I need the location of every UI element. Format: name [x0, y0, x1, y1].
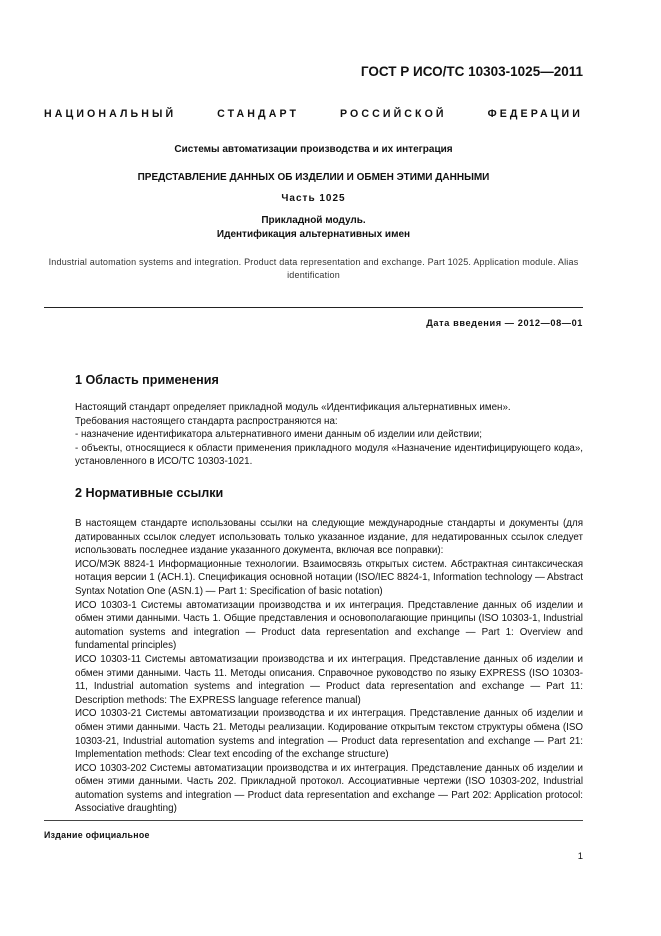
main-title: ПРЕДСТАВЛЕНИЕ ДАННЫХ ОБ ИЗДЕЛИИ И ОБМЕН ЭТИМИ ДАННЫМИ [137, 172, 490, 183]
paragraph: - объекты, относящиеся к области применения прикладного модуля «Назначение идентифицирующего кода», установленного в ИСО/ТС 10303-1021. [75, 442, 583, 468]
divider [44, 307, 583, 308]
reference-entry: ИСО 10303-202 Системы автоматизации производства и их интеграция. Представление данных об изделии и обмен этими данными. Часть 202. Прикладной протокол. Ассоциативные чертежи (ISO 10303-202, Industrial automation systems and integration — Product data representation and exchange — Part 202: Application protocol: Associative draughting) [75, 762, 583, 815]
footer-divider [44, 820, 583, 821]
part-number: Часть 1025 [281, 193, 346, 204]
english-title: Industrial automation systems and integration. Product data representation and exchange. Part 1025. Application module. Alias identification [48, 257, 579, 280]
section-heading: 2 Нормативные ссылки [75, 486, 224, 500]
section-body [75, 517, 583, 816]
section-heading: 1 Область применения [75, 373, 219, 387]
banner-word: РОССИЙСКОЙ [339, 108, 447, 120]
reference-entry: ИСО/МЭК 8824-1 Информационные технологии. Взаимосвязь открытых систем. Абстрактная синтаксическая нотация версии 1 (АСН.1). Спецификация основной нотации (ISO/IEC 8824-1, Information technology — Abstract Syntax Notation One (ASN.1) — Part 1: Specification of basic notation) [75, 558, 583, 597]
series-title: Системы автоматизации производства и их интеграция [174, 144, 453, 155]
subtitle-line: Идентификация альтернативных имен [216, 229, 411, 240]
subtitle-line: Прикладной модуль. [261, 215, 366, 226]
reference-entry: ИСО 10303-11 Системы автоматизации производства и их интеграция. Представление данных об изделии и обмен этими данными. Часть 11. Методы описания. Справочное руководство по языку EXPRESS (ISO 10303-11, Industrial automation systems and integration — Product data representation and exchange — Part 11: Description methods: The EXPRESS language reference manual) [75, 653, 583, 706]
paragraph: Настоящий стандарт определяет прикладной модуль «Идентификация альтернативных имен». [75, 402, 511, 413]
document-code: ГОСТ Р ИСО/ТС 10303-1025—2011 [360, 64, 583, 79]
banner-word: СТАНДАРТ [217, 108, 300, 120]
national-standard-banner [44, 108, 583, 120]
introduction-date: Дата введения — 2012—08—01 [426, 318, 583, 328]
paragraph: Требования настоящего стандарта распространяются на: [75, 415, 338, 427]
paragraph: В настоящем стандарте использованы ссылки на следующие международные стандарты и документы (для датированных ссылок следует использовать только указанное издание, для недатированных ссылок следует использовать последнее издание указанного документа, включая все поправки): [75, 518, 583, 557]
section-body [75, 401, 583, 469]
paragraph: - назначение идентификатора альтернативного имени данным об изделии или действии; [75, 429, 482, 441]
reference-entry: ИСО 10303-21 Системы автоматизации производства и их интеграция. Представление данных об изделии и обмен этими данными. Часть 21. Методы реализации. Кодирование открытым текстом структуры обмена (ISO 10303-21, Industrial automation systems and integration — Product data representation and exchange — Part 21: Implementation methods: Clear text encoding of the exchange structure) [75, 708, 583, 761]
banner-word: ФЕДЕРАЦИИ [487, 108, 583, 120]
subtitle [44, 214, 583, 242]
page-number: 1 [577, 851, 583, 862]
edition-note: Издание официальное [44, 830, 150, 840]
reference-entry: ИСО 10303-1 Системы автоматизации производства и их интеграция. Представление данных об изделии и обмен этими данными. Часть 1. Общие представления и основополагающие принципы (ISO 10303-1, Industrial automation systems and integration — Product data representation and exchange — Part 1: Overview and fundamental principles) [75, 599, 583, 652]
banner-word: НАЦИОНАЛЬНЫЙ [44, 108, 177, 120]
